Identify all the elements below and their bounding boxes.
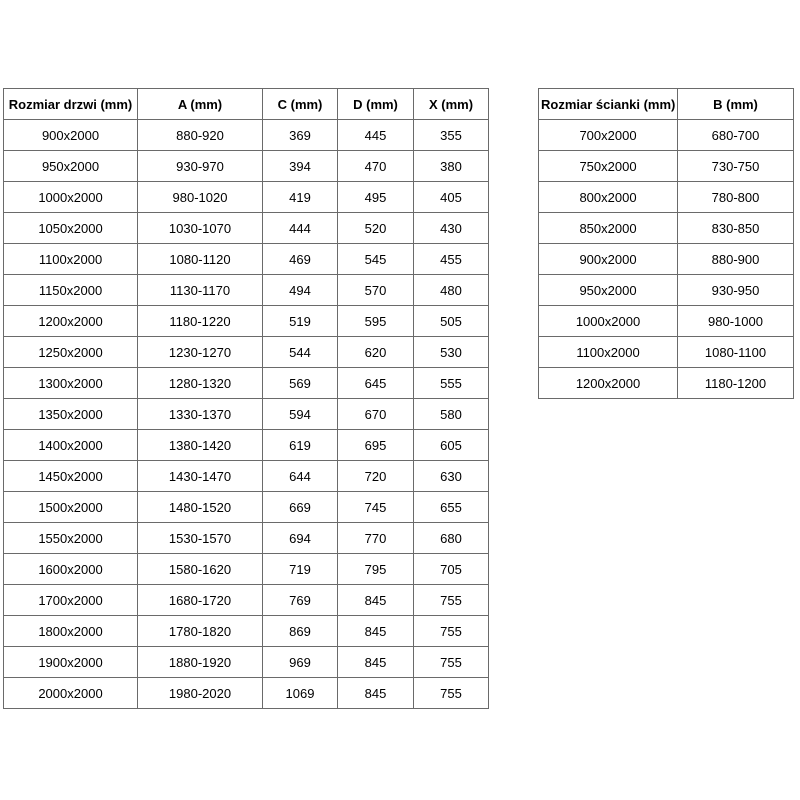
- table-cell: 1080-1100: [678, 337, 794, 368]
- table-cell: 619: [263, 430, 338, 461]
- table-row: [539, 368, 794, 399]
- table-cell: 755: [414, 616, 489, 647]
- table-row: [539, 306, 794, 337]
- table-cell: 1800x2000: [4, 616, 138, 647]
- table-cell: 1330-1370: [138, 399, 263, 430]
- table-cell: 1180-1220: [138, 306, 263, 337]
- table-cell: 845: [338, 678, 414, 709]
- table-cell: 1500x2000: [4, 492, 138, 523]
- table-cell: 1450x2000: [4, 461, 138, 492]
- table-cell: 900x2000: [539, 244, 678, 275]
- table-cell: 570: [338, 275, 414, 306]
- table-row: [4, 461, 489, 492]
- door-table-header-row: [4, 89, 489, 120]
- table-cell: 1880-1920: [138, 647, 263, 678]
- table-cell: 780-800: [678, 182, 794, 213]
- table-cell: 2000x2000: [4, 678, 138, 709]
- table-cell: 670: [338, 399, 414, 430]
- table-row: [4, 430, 489, 461]
- table-row: [4, 523, 489, 554]
- table-cell: 369: [263, 120, 338, 151]
- table-cell: 880-900: [678, 244, 794, 275]
- table-row: [539, 244, 794, 275]
- table-cell: 845: [338, 647, 414, 678]
- table-row: [539, 120, 794, 151]
- table-cell: 1200x2000: [539, 368, 678, 399]
- table-cell: 405: [414, 182, 489, 213]
- column-header: C (mm): [263, 89, 338, 120]
- table-cell: 645: [338, 368, 414, 399]
- table-cell: 1050x2000: [4, 213, 138, 244]
- table-cell: 594: [263, 399, 338, 430]
- table-cell: 1069: [263, 678, 338, 709]
- table-cell: 519: [263, 306, 338, 337]
- table-cell: 1300x2000: [4, 368, 138, 399]
- table-row: [539, 337, 794, 368]
- table-cell: 1680-1720: [138, 585, 263, 616]
- table-cell: 950x2000: [4, 151, 138, 182]
- table-row: [4, 120, 489, 151]
- table-row: [4, 492, 489, 523]
- table-cell: 719: [263, 554, 338, 585]
- table-cell: 480: [414, 275, 489, 306]
- table-cell: 605: [414, 430, 489, 461]
- table-row: [4, 399, 489, 430]
- table-cell: 900x2000: [4, 120, 138, 151]
- table-cell: 1000x2000: [4, 182, 138, 213]
- table-cell: 750x2000: [539, 151, 678, 182]
- table-cell: 494: [263, 275, 338, 306]
- table-cell: 1000x2000: [539, 306, 678, 337]
- table-row: [4, 182, 489, 213]
- table-cell: 545: [338, 244, 414, 275]
- table-cell: 555: [414, 368, 489, 399]
- column-header: D (mm): [338, 89, 414, 120]
- table-cell: 1580-1620: [138, 554, 263, 585]
- table-row: [539, 182, 794, 213]
- table-cell: 1780-1820: [138, 616, 263, 647]
- table-cell: 419: [263, 182, 338, 213]
- table-cell: 1980-2020: [138, 678, 263, 709]
- column-header: Rozmiar drzwi (mm): [4, 89, 138, 120]
- table-cell: 770: [338, 523, 414, 554]
- table-cell: 569: [263, 368, 338, 399]
- column-header: X (mm): [414, 89, 489, 120]
- table-cell: 1180-1200: [678, 368, 794, 399]
- column-header: B (mm): [678, 89, 794, 120]
- table-cell: 930-970: [138, 151, 263, 182]
- table-cell: 530: [414, 337, 489, 368]
- table-row: [539, 275, 794, 306]
- table-cell: 845: [338, 616, 414, 647]
- table-cell: 520: [338, 213, 414, 244]
- column-header: Rozmiar ścianki (mm): [539, 89, 678, 120]
- table-cell: 495: [338, 182, 414, 213]
- table-cell: 795: [338, 554, 414, 585]
- table-cell: 680-700: [678, 120, 794, 151]
- table-cell: 850x2000: [539, 213, 678, 244]
- table-cell: 1550x2000: [4, 523, 138, 554]
- table-row: [539, 151, 794, 182]
- door-sizes-table: [3, 88, 489, 709]
- table-cell: 745: [338, 492, 414, 523]
- table-cell: 880-920: [138, 120, 263, 151]
- table-cell: 720: [338, 461, 414, 492]
- table-cell: 1130-1170: [138, 275, 263, 306]
- table-cell: 700x2000: [539, 120, 678, 151]
- table-cell: 980-1020: [138, 182, 263, 213]
- table-row: [4, 616, 489, 647]
- table-row: [4, 306, 489, 337]
- table-cell: 845: [338, 585, 414, 616]
- wall-table-header-row: [539, 89, 794, 120]
- table-cell: 1080-1120: [138, 244, 263, 275]
- table-row: [4, 151, 489, 182]
- table-cell: 755: [414, 585, 489, 616]
- table-cell: 695: [338, 430, 414, 461]
- table-cell: 470: [338, 151, 414, 182]
- table-cell: 1900x2000: [4, 647, 138, 678]
- table-cell: 1200x2000: [4, 306, 138, 337]
- table-cell: 755: [414, 647, 489, 678]
- table-cell: 1600x2000: [4, 554, 138, 585]
- table-cell: 620: [338, 337, 414, 368]
- column-header: A (mm): [138, 89, 263, 120]
- table-cell: 445: [338, 120, 414, 151]
- table-cell: 969: [263, 647, 338, 678]
- table-row: [4, 678, 489, 709]
- table-cell: 430: [414, 213, 489, 244]
- table-cell: 455: [414, 244, 489, 275]
- table-cell: 930-950: [678, 275, 794, 306]
- table-cell: 869: [263, 616, 338, 647]
- table-cell: 630: [414, 461, 489, 492]
- table-row: [4, 554, 489, 585]
- table-cell: 755: [414, 678, 489, 709]
- table-row: [4, 275, 489, 306]
- table-cell: 1700x2000: [4, 585, 138, 616]
- table-cell: 1150x2000: [4, 275, 138, 306]
- table-cell: 505: [414, 306, 489, 337]
- table-cell: 469: [263, 244, 338, 275]
- table-cell: 655: [414, 492, 489, 523]
- table-row: [4, 213, 489, 244]
- table-cell: 1230-1270: [138, 337, 263, 368]
- table-cell: 1100x2000: [4, 244, 138, 275]
- table-cell: 1250x2000: [4, 337, 138, 368]
- table-cell: 1380-1420: [138, 430, 263, 461]
- table-cell: 1280-1320: [138, 368, 263, 399]
- table-row: [4, 647, 489, 678]
- table-cell: 680: [414, 523, 489, 554]
- table-cell: 380: [414, 151, 489, 182]
- table-cell: 730-750: [678, 151, 794, 182]
- table-cell: 1480-1520: [138, 492, 263, 523]
- table-cell: 1350x2000: [4, 399, 138, 430]
- table-cell: 1430-1470: [138, 461, 263, 492]
- wall-sizes-table: [538, 88, 794, 399]
- table-cell: 769: [263, 585, 338, 616]
- table-cell: 595: [338, 306, 414, 337]
- table-cell: 830-850: [678, 213, 794, 244]
- table-cell: 1030-1070: [138, 213, 263, 244]
- table-row: [4, 368, 489, 399]
- table-cell: 669: [263, 492, 338, 523]
- table-cell: 544: [263, 337, 338, 368]
- table-cell: 980-1000: [678, 306, 794, 337]
- table-row: [4, 244, 489, 275]
- table-cell: 444: [263, 213, 338, 244]
- table-cell: 800x2000: [539, 182, 678, 213]
- table-cell: 580: [414, 399, 489, 430]
- table-cell: 694: [263, 523, 338, 554]
- table-row: [539, 213, 794, 244]
- table-row: [4, 585, 489, 616]
- table-cell: 394: [263, 151, 338, 182]
- table-cell: 1100x2000: [539, 337, 678, 368]
- table-cell: 355: [414, 120, 489, 151]
- table-cell: 1400x2000: [4, 430, 138, 461]
- table-cell: 644: [263, 461, 338, 492]
- table-cell: 705: [414, 554, 489, 585]
- table-cell: 950x2000: [539, 275, 678, 306]
- table-row: [4, 337, 489, 368]
- table-cell: 1530-1570: [138, 523, 263, 554]
